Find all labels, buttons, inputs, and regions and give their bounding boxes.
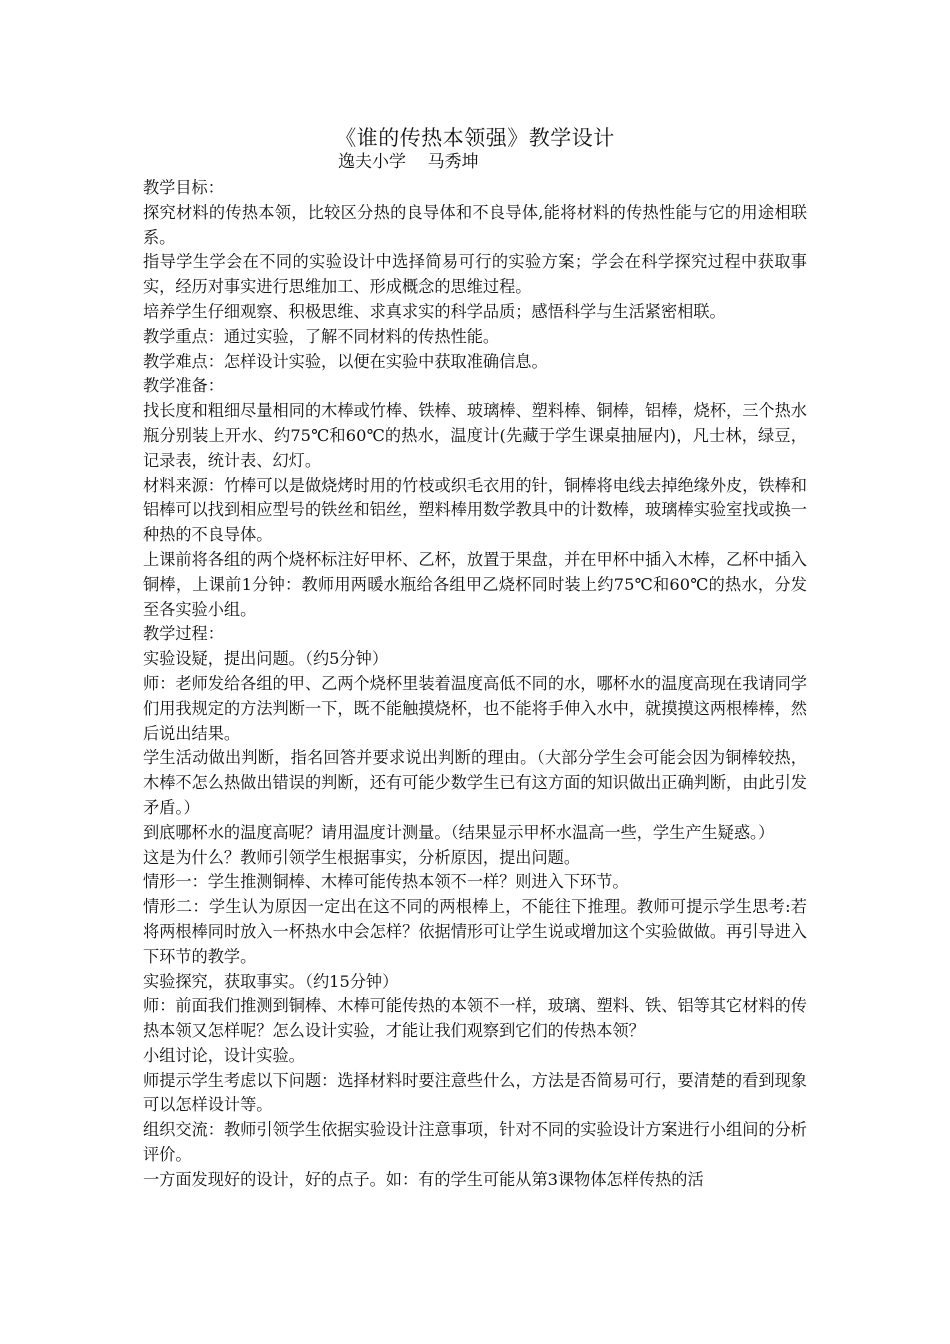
paragraph: 组织交流：教师引领学生依据实验设计注意事项，针对不同的实验设计方案进行小组间的分析评价。 xyxy=(143,1120,807,1165)
paragraph: 探究材料的传热本领，比较区分热的良导体和不良导体,能将材料的传热性能与它的用途相联系。 xyxy=(143,202,807,247)
paragraph: 情形二：学生认为原因一定出在这不同的两根棒上，不能往下推理。教师可提示学生思考:若将两根棒同时放入一杯热水中会怎样？依据情形可让学生说或增加这个实验做做。再引导进入下环节的教学。 xyxy=(143,897,807,966)
paragraph: 师：前面我们推测到铜棒、木棒可能传热的本领不一样，玻璃、塑料、铁、铝等其它材料的传热本领又怎样呢？怎么设计实验，才能让我们观察到它们的传热本领？ xyxy=(143,996,807,1041)
paragraph: 材料来源：竹棒可以是做烧烤时用的竹枝或织毛衣用的针，铜棒将电线去掉绝缘外皮，铁棒和铝棒可以找到相应型号的铁丝和铝丝，塑料棒用数学教具中的计数棒，玻璃棒实验室找或换一种热的不良导体。 xyxy=(143,475,807,545)
paragraph: 小组讨论，设计实验。 xyxy=(143,1045,305,1065)
paragraph: 教学过程： xyxy=(143,624,224,644)
paragraph: 到底哪杯水的温度高呢？请用温度计测量。（结果显示甲杯水温高一些，学生产生疑惑。） xyxy=(143,822,775,842)
paragraph: 实验探究，获取事实。（约15分钟） xyxy=(143,971,399,991)
paragraph: 教学难点：怎样设计实验，以便在实验中获取准确信息。 xyxy=(143,351,548,371)
paragraph: 指导学生学会在不同的实验设计中选择简易可行的实验方案；学会在科学探究过程中获取事实，经历对事实进行思维加工、形成概念的思维过程。 xyxy=(143,252,807,297)
paragraph: 师提示学生考虑以下问题：选择材料时要注意些什么，方法是否简易可行，要清楚的看到现象可以怎样设计等。 xyxy=(143,1070,807,1115)
paragraph: 实验设疑，提出问题。（约5分钟） xyxy=(143,649,389,669)
paragraph: 教学重点：通过实验，了解不同材料的传热性能。 xyxy=(143,326,500,346)
paragraph: 培养学生仔细观察、积极思维、求真求实的科学品质；感悟科学与生活紧密相联。 xyxy=(143,301,726,321)
paragraph: 教学准备： xyxy=(143,376,224,396)
paragraph: 找长度和粗细尽量相同的木棒或竹棒、铁棒、玻璃棒、塑料棒、铜棒，铝棒，烧杯，三个热水瓶分别装上开水、约75℃和60℃的热水，温度计(先藏于学生课桌抽屉内)，凡士林，绿豆，记录表，统计表、幻灯。 xyxy=(143,401,807,470)
document-body xyxy=(143,176,807,1193)
paragraph: 教学目标： xyxy=(143,178,224,197)
paragraph: 情形一：学生推测铜棒、木棒可能传热本领不一样？则进入下环节。 xyxy=(143,872,629,892)
document-author: 逸夫小学 马秀坤 xyxy=(338,152,479,172)
document-title: 《谁的传热本领强》教学设计 xyxy=(335,126,615,150)
paragraph: 上课前将各组的两个烧杯标注好甲杯、乙杯，放置于果盘，并在甲杯中插入木棒，乙杯中插入铜棒，上课前1分钟：教师用两暖水瓶给各组甲乙烧杯同时装上约75℃和60℃的热水，分发至各实验小组。 xyxy=(143,549,807,619)
paragraph: 师：老师发给各组的甲、乙两个烧杯里装着温度高低不同的水，哪杯水的温度高现在我请同学们用我规定的方法判断一下，既不能触摸烧杯，也不能将手伸入水中，就摸摸这两根棒棒，然后说出结果。 xyxy=(143,673,807,743)
paragraph: 这是为什么？教师引领学生根据事实，分析原因，提出问题。 xyxy=(143,847,581,867)
paragraph: 学生活动做出判断，指名回答并要求说出判断的理由。（大部分学生会可能会因为铜棒较热，木棒不怎么热做出错误的判断，还有可能少数学生已有这方面的知识做出正确判断，由此引发矛盾。） xyxy=(143,748,807,817)
paragraph: 一方面发现好的设计，好的点子。如：有的学生可能从第3课物体怎样传热的活 xyxy=(143,1169,704,1189)
